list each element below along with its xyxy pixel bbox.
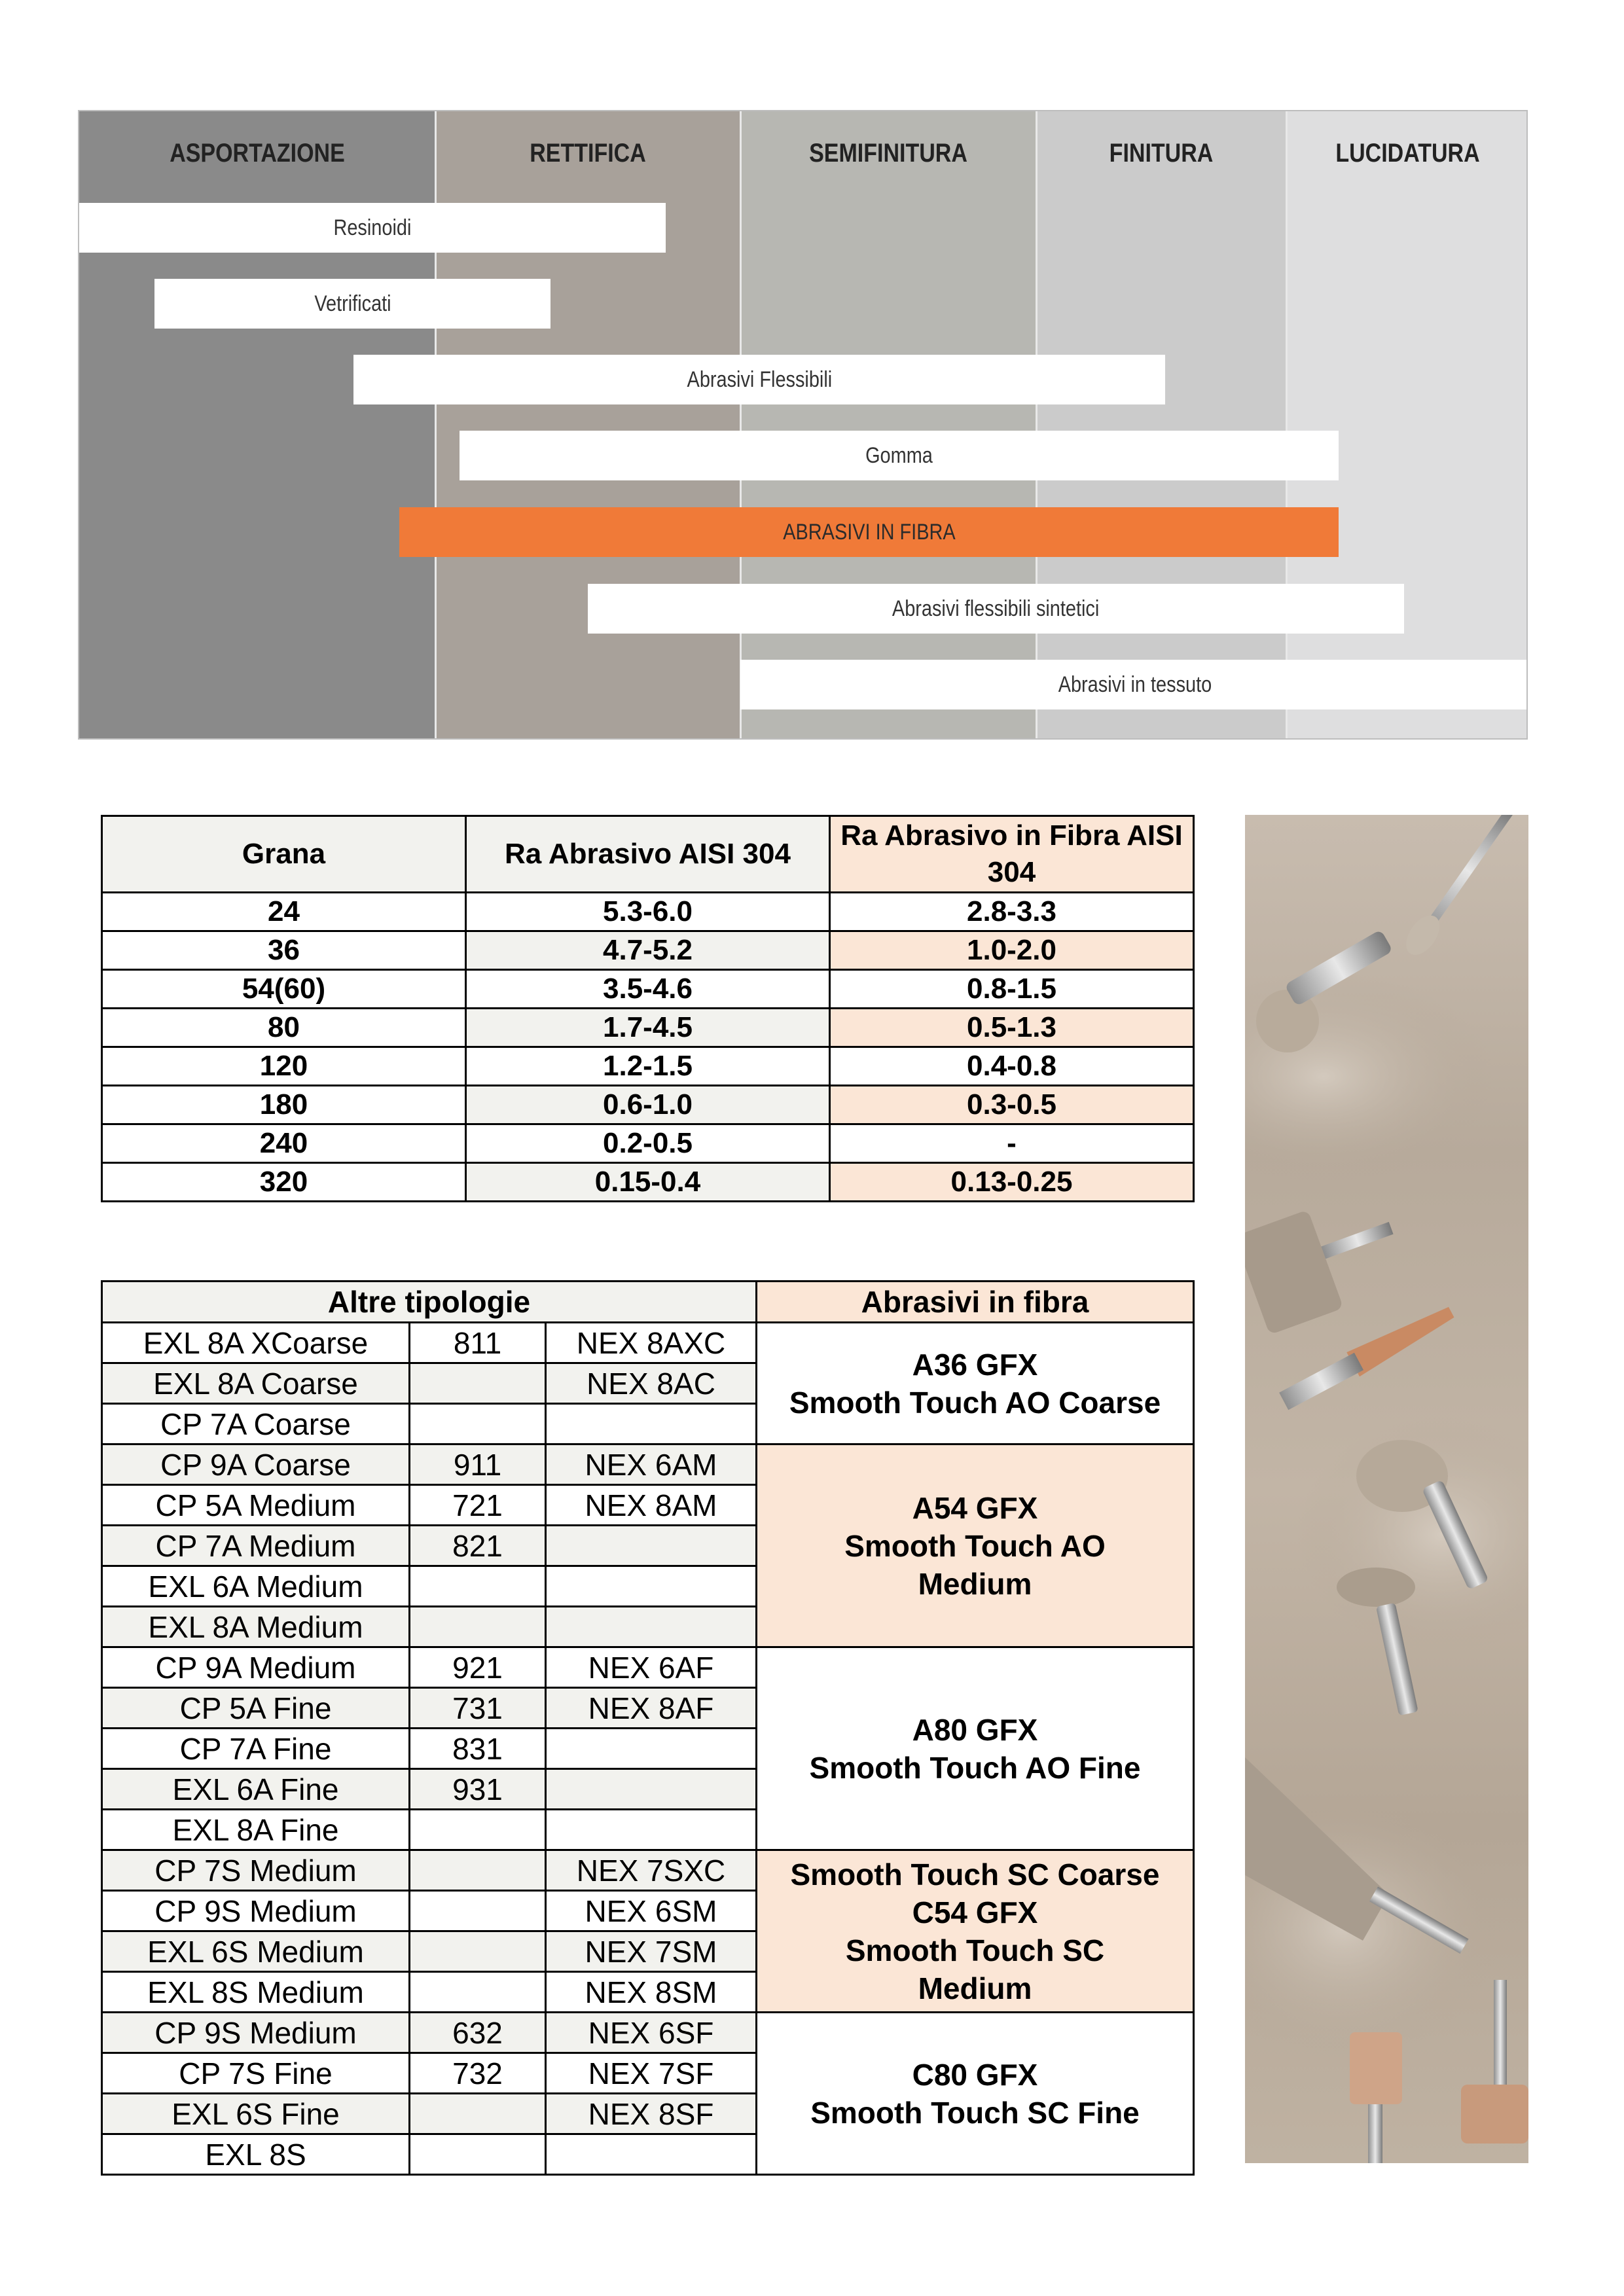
fibre-product-cell — [757, 1323, 1194, 1444]
fibre-product-line: A54 GFX — [912, 1490, 1038, 1525]
column-label: SEMIFINITURA — [809, 139, 967, 168]
nex-cell — [546, 1566, 757, 1607]
nex-cell: NEX 8AXC — [546, 1323, 757, 1363]
fibre-product-cell — [757, 1647, 1194, 1850]
type-name-cell: CP 5A Fine — [102, 1688, 410, 1729]
type-name-cell: EXL 8A Medium — [102, 1607, 410, 1647]
nex-cell: NEX 7SM — [546, 1931, 757, 1972]
type-name-cell: CP 7A Medium — [102, 1526, 410, 1566]
fibre-product-cell — [757, 1850, 1194, 2013]
code-cell — [410, 1891, 546, 1931]
chart-column-finitura — [1036, 111, 1286, 738]
column-divider — [740, 111, 742, 738]
bar-abrasivi-in-tessuto — [740, 660, 1528, 709]
code-cell: 721 — [410, 1485, 546, 1526]
grana-cell: 80 — [102, 1009, 466, 1047]
ra-fibra-cell: 0.4-0.8 — [830, 1047, 1194, 1086]
nex-cell: NEX 8AC — [546, 1363, 757, 1404]
table-row — [102, 2013, 1194, 2053]
bar-gomma — [460, 431, 1339, 480]
fibre-product-line: C54 GFX — [912, 1895, 1038, 1929]
grana-cell: 180 — [102, 1086, 466, 1124]
header-ra-fibra: Ra Abrasivo in Fibra AISI 304 — [830, 816, 1194, 893]
types-table-body — [102, 1323, 1194, 2175]
nex-cell — [546, 1607, 757, 1647]
type-name-cell: CP 9A Medium — [102, 1647, 410, 1688]
nex-cell: NEX 6SF — [546, 2013, 757, 2053]
fibre-product-line: C80 GFX — [912, 2057, 1038, 2092]
ra-fibra-cell: - — [830, 1124, 1194, 1163]
column-label: RETTIFICA — [530, 139, 646, 168]
nex-cell: NEX 6SM — [546, 1891, 757, 1931]
code-cell — [410, 1363, 546, 1404]
type-name-cell: CP 9S Medium — [102, 2013, 410, 2053]
code-cell: 931 — [410, 1769, 546, 1810]
ra-fibra-cell: 0.8-1.5 — [830, 970, 1194, 1009]
fibre-product-line: Medium — [918, 1566, 1032, 1601]
bar-label: Abrasivi Flessibili — [687, 367, 832, 392]
ra-cell: 1.7-4.5 — [466, 1009, 830, 1047]
nex-cell: NEX 7SF — [546, 2053, 757, 2094]
roughness-table — [101, 815, 1195, 1202]
fibre-product-line: A80 GFX — [912, 1712, 1038, 1747]
bar-label: Vetrificati — [314, 291, 391, 316]
code-cell — [410, 1566, 546, 1607]
code-cell — [410, 1931, 546, 1972]
bar-abrasivi-in-fibra — [399, 507, 1339, 557]
column-label: FINITURA — [1109, 139, 1214, 168]
table-row — [102, 1086, 1194, 1124]
type-name-cell: CP 7S Fine — [102, 2053, 410, 2094]
grana-cell: 240 — [102, 1124, 466, 1163]
fibre-product-line: Smooth Touch AO Coarse — [789, 1385, 1161, 1420]
header-abrasivi-in-fibra: Abrasivi in fibra — [757, 1282, 1194, 1323]
ra-cell: 0.2-0.5 — [466, 1124, 830, 1163]
nex-cell: NEX 8SF — [546, 2094, 757, 2134]
fibre-product-line: Smooth Touch AO Fine — [809, 1750, 1141, 1785]
type-name-cell: EXL 8A Coarse — [102, 1363, 410, 1404]
table-row — [102, 1047, 1194, 1086]
fibre-product-line: A36 GFX — [912, 1347, 1038, 1382]
fibre-product-cell — [757, 2013, 1194, 2175]
nex-cell: NEX 8SM — [546, 1972, 757, 2013]
bar-label: ABRASIVI IN FIBRA — [782, 519, 956, 545]
chart-column-semifinitura — [740, 111, 1036, 738]
abrasive-tools-photo — [1245, 815, 1528, 2163]
bar-abrasivi-flessibili — [353, 355, 1165, 404]
mounted-point-tool — [1399, 815, 1520, 961]
ra-cell: 1.2-1.5 — [466, 1047, 830, 1086]
chart-column-lucidatura — [1286, 111, 1528, 738]
nex-cell — [546, 1729, 757, 1769]
bar-resinoidi — [79, 203, 666, 253]
type-name-cell: EXL 8A XCoarse — [102, 1323, 410, 1363]
fibre-product-line: Smooth Touch AO — [844, 1528, 1106, 1563]
code-cell: 811 — [410, 1323, 546, 1363]
type-name-cell: EXL 6S Medium — [102, 1931, 410, 1972]
photo-illustration — [1245, 815, 1528, 2163]
nex-cell — [546, 1810, 757, 1850]
table-row — [102, 1850, 1194, 1891]
ra-fibra-cell: 2.8-3.3 — [830, 893, 1194, 931]
code-cell — [410, 2094, 546, 2134]
code-cell: 632 — [410, 2013, 546, 2053]
table-row — [102, 1323, 1194, 1363]
ra-fibra-cell: 0.13-0.25 — [830, 1163, 1194, 1202]
table-row — [102, 1163, 1194, 1202]
fibre-product-line: Smooth Touch SC — [845, 1933, 1105, 1967]
fibre-product-line: Smooth Touch SC Fine — [810, 2095, 1140, 2130]
code-cell — [410, 1404, 546, 1444]
type-name-cell: EXL 6A Fine — [102, 1769, 410, 1810]
table-row — [102, 1124, 1194, 1163]
grana-cell: 120 — [102, 1047, 466, 1086]
nex-cell — [546, 1526, 757, 1566]
ra-cell: 4.7-5.2 — [466, 931, 830, 970]
fibre-product-line: Medium — [918, 1971, 1032, 2005]
code-cell: 731 — [410, 1688, 546, 1729]
type-name-cell: EXL 6S Fine — [102, 2094, 410, 2134]
ra-cell: 3.5-4.6 — [466, 970, 830, 1009]
fibre-product-cell — [757, 1444, 1194, 1647]
type-name-cell: EXL 8S — [102, 2134, 410, 2175]
header-altre-tipologie: Altre tipologie — [102, 1282, 757, 1323]
nex-cell — [546, 1769, 757, 1810]
bar-abrasivi-flessibili-sintetici — [588, 584, 1404, 634]
header-ra-abrasivo: Ra Abrasivo AISI 304 — [466, 816, 830, 893]
type-name-cell: CP 7A Coarse — [102, 1404, 410, 1444]
nex-cell: NEX 8AM — [546, 1485, 757, 1526]
code-cell — [410, 1607, 546, 1647]
grana-cell: 320 — [102, 1163, 466, 1202]
column-label: LUCIDATURA — [1335, 139, 1480, 168]
type-name-cell: EXL 8S Medium — [102, 1972, 410, 2013]
type-name-cell: CP 9S Medium — [102, 1891, 410, 1931]
table-row — [102, 893, 1194, 931]
header-grana: Grana — [102, 816, 466, 893]
nex-cell: NEX 7SXC — [546, 1850, 757, 1891]
type-name-cell: EXL 8A Fine — [102, 1810, 410, 1850]
bar-vetrificati — [154, 279, 550, 329]
code-cell — [410, 1810, 546, 1850]
table-row — [102, 1009, 1194, 1047]
code-cell: 921 — [410, 1647, 546, 1688]
ra-fibra-cell: 0.3-0.5 — [830, 1086, 1194, 1124]
bar-label: Resinoidi — [333, 215, 412, 240]
ra-fibra-cell: 1.0-2.0 — [830, 931, 1194, 970]
grana-cell: 24 — [102, 893, 466, 931]
cylinder-point-tool — [1245, 1185, 1411, 1335]
code-cell: 732 — [410, 2053, 546, 2094]
process-chart — [78, 110, 1528, 740]
table-row — [102, 931, 1194, 970]
ra-cell: 0.15-0.4 — [466, 1163, 830, 1202]
code-cell: 821 — [410, 1526, 546, 1566]
nex-cell: NEX 6AM — [546, 1444, 757, 1485]
grana-cell: 36 — [102, 931, 466, 970]
type-name-cell: CP 7S Medium — [102, 1850, 410, 1891]
code-cell: 831 — [410, 1729, 546, 1769]
type-name-cell: CP 9A Coarse — [102, 1444, 410, 1485]
code-cell — [410, 1850, 546, 1891]
column-divider — [1036, 111, 1038, 738]
bar-label: Abrasivi flessibili sintetici — [892, 596, 1100, 621]
nex-cell: NEX 8AF — [546, 1688, 757, 1729]
ra-fibra-cell: 0.5-1.3 — [830, 1009, 1194, 1047]
bar-label: Gomma — [865, 442, 933, 468]
fibre-product-line: Smooth Touch SC Coarse — [790, 1857, 1160, 1892]
types-table — [101, 1280, 1195, 2176]
ra-cell: 0.6-1.0 — [466, 1086, 830, 1124]
nex-cell: NEX 6AF — [546, 1647, 757, 1688]
nex-cell — [546, 2134, 757, 2175]
code-cell — [410, 1972, 546, 2013]
type-name-cell: CP 7A Fine — [102, 1729, 410, 1769]
code-cell: 911 — [410, 1444, 546, 1485]
nex-cell — [546, 1404, 757, 1444]
column-label: ASPORTAZIONE — [170, 139, 345, 168]
code-cell — [410, 2134, 546, 2175]
bar-label: Abrasivi in tessuto — [1058, 672, 1212, 697]
table-row — [102, 1647, 1194, 1688]
table-row — [102, 970, 1194, 1009]
ra-cell: 5.3-6.0 — [466, 893, 830, 931]
column-divider — [1286, 111, 1288, 738]
table-row — [102, 1444, 1194, 1485]
type-name-cell: CP 5A Medium — [102, 1485, 410, 1526]
type-name-cell: EXL 6A Medium — [102, 1566, 410, 1607]
grana-cell: 54(60) — [102, 970, 466, 1009]
